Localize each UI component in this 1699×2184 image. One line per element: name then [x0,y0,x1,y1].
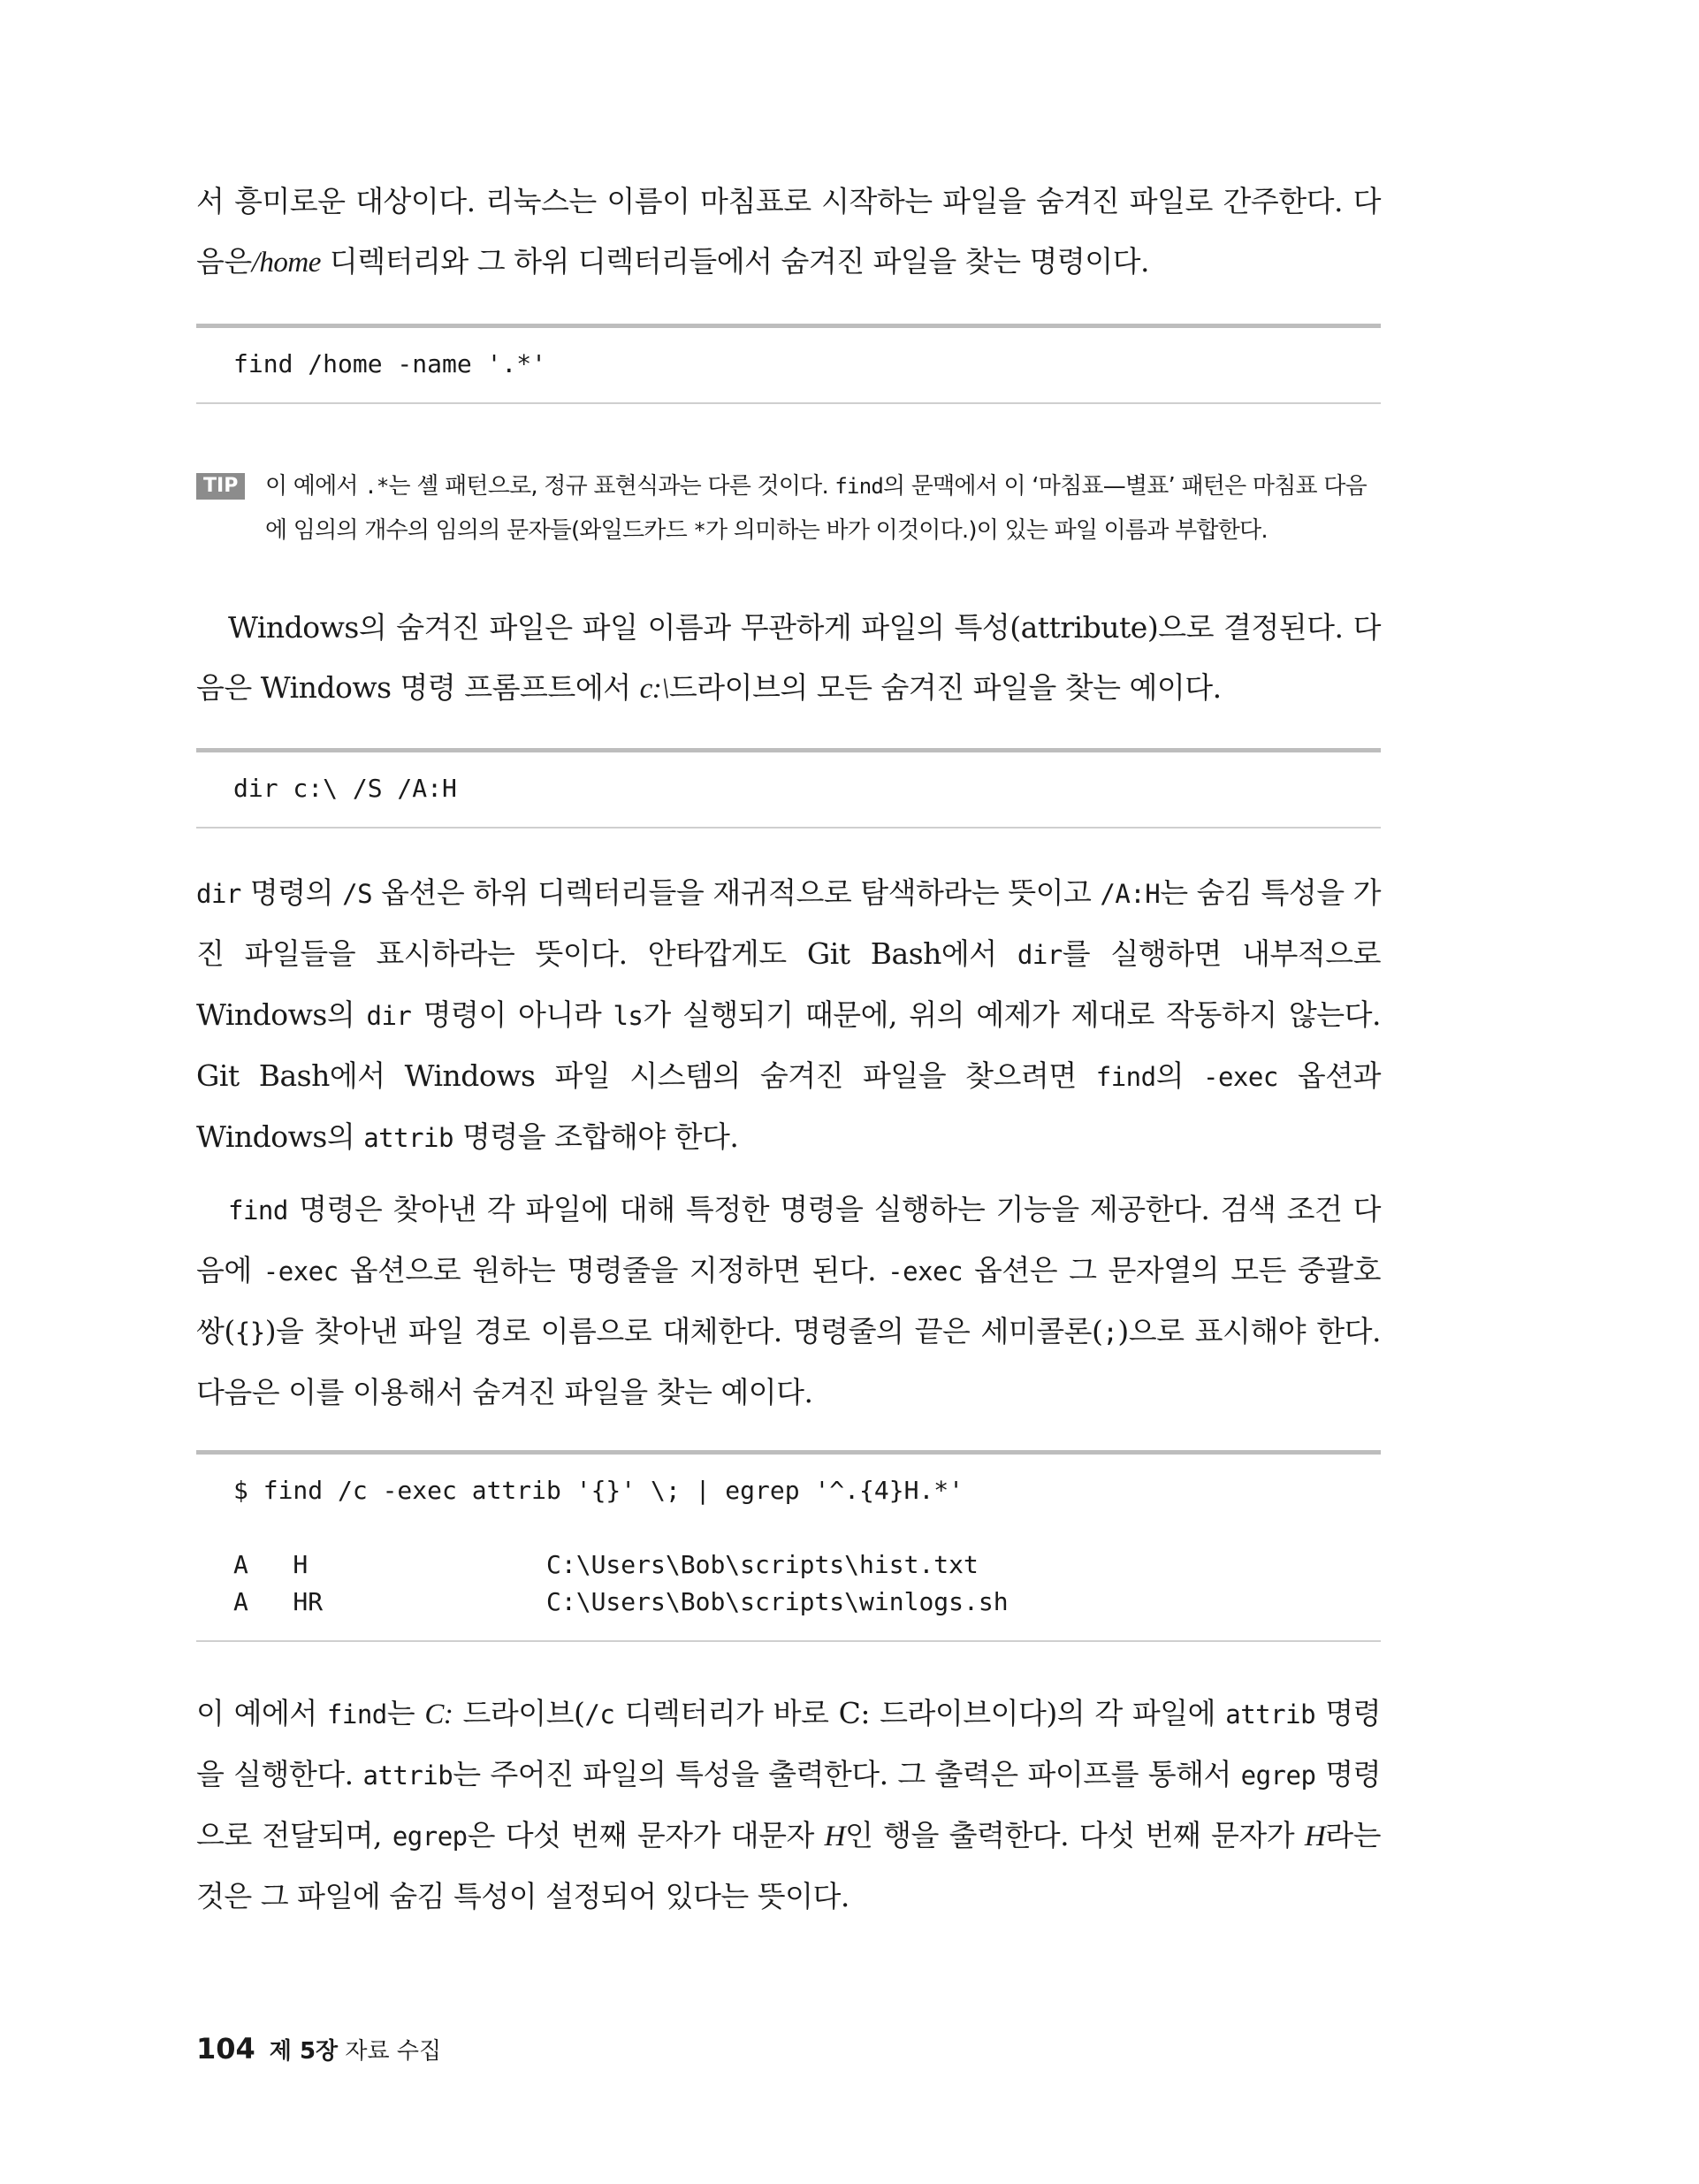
code-block-dir: dir c:\ /S /A:H [196,748,1381,829]
paragraph-find-exec: find 명령은 찾아낸 각 파일에 대해 특정한 명령을 실행하는 기능을 제공한다. 검색 조건 다음에 -exec 옵션으로 원하는 명령줄을 지정하면 된다. -exec 옵션은 그 문자열의 모든 중괄호 쌍({})을 찾아낸 파일 경로 이름으로 대체한다. 명령줄의 끝은 세미콜론(;)으로 표시해야 한다. 다음은 이를 이용해서 숨겨진 파일을 찾는 예이다. [196,1192,1381,1409]
code-block-find-exec [196,1450,1381,1642]
home-path: /home [251,247,321,279]
tip-badge: TIP [196,473,245,500]
tip-note: TIP 이 예에서 .*는 셸 패턴으로, 정규 표현식과는 다른 것이다. find의 문맥에서 이 ‘마침표—별표’ 패턴은 마침표 다음에 임의의 개수의 임의의 문자들(와일드카드 *가 의미하는 바가 이것이다.)이 있는 파일 이름과 부합한다. [196,464,1381,553]
output-line: A HR C:\Users\Bob\scripts\winlogs.sh [233,1587,1009,1616]
page-footer [196,2032,441,2066]
code-block-find-home: find /home -name '.*' [196,324,1381,404]
paragraph-example-explanation: 이 예에서 find는 C: 드라이브(/c 디렉터리가 바로 C: 드라이브이다)의 각 파일에 attrib 명령을 실행한다. attrib는 주어진 파일의 특성을 출력한다. 그 출력은 파이프를 통해서 egrep 명령으로 전달되며, egrep은 다섯 번째 문자가 대문자 H인 행을 출력한다. 다섯 번째 문자가 H라는 것은 그 파일에 숨김 특성이 설정되어 있다는 뜻이다. [196,1696,1381,1913]
chapter-title: 자료 수집 [338,2038,442,2065]
paragraph-windows-hidden: Windows의 숨겨진 파일은 파일 이름과 무관하게 파일의 특성(attribute)으로 결정된다. 다음은 Windows 명령 프롬프트에서 c:\드라이브의 모든 숨겨진 파일을 찾는 예이다. [196,610,1381,705]
paragraph-dir-options: dir 명령의 /S 옵션은 하위 디렉터리들을 재귀적으로 탐색하라는 뜻이고 /A:H는 숨김 특성을 가진 파일들을 표시하라는 뜻이다. 안타깝게도 Git Bash에서 dir를 실행하면 내부적으로 Windows의 dir 명령이 아니라 ls가 실행되기 때문에, 위의 예제가 제대로 작동하지 않는다. Git Bash에서 Windows 파일 시스템의 숨겨진 파일을 찾으려면 find의 -exec 옵션과 Windows의 attrib 명령을 조합해야 한다. [196,875,1381,1154]
c-drive: c:\ [639,673,669,705]
command-line: $ find /c -exec attrib '{}' \; | egrep '^.{4}H.*' [233,1476,964,1505]
chapter-label: 제 5장 [269,2038,339,2065]
page-number: 104 [196,2032,255,2066]
paragraph-hidden-files-linux: 서 흥미로운 대상이다. 리눅스는 이름이 마침표로 시작하는 파일을 숨겨진 파일로 간주한다. 다음은/home 디렉터리와 그 하위 디렉터리들에서 숨겨진 파일을 찾는 명령이다. [196,184,1381,279]
output-line: A H C:\Users\Bob\scripts\hist.txt [233,1550,979,1579]
